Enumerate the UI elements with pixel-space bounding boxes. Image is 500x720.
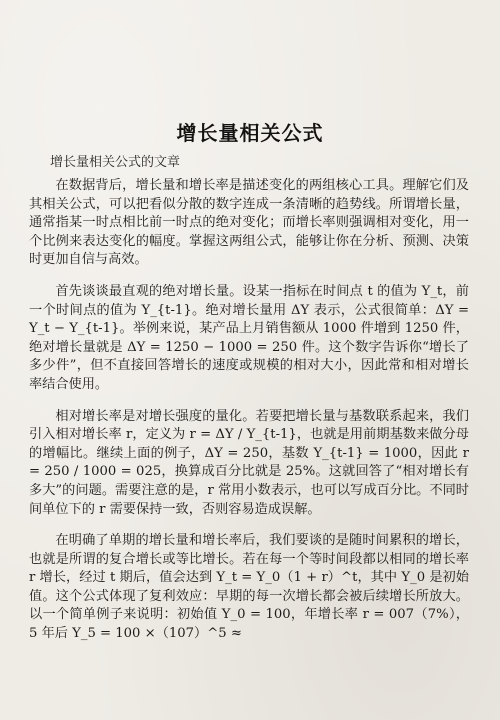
document-title: 增长量相关公式 (176, 121, 324, 145)
paragraph-1: 在数据背后，增长量和增长率是描述变化的两组核心工具。理解它们及其相关公式，可以把看似分散的数字连成一条清晰的趋势线。所谓增长量，通常指某一时点相比前一时点的绝对变化；而增长率则强调相对变化，用一个比例来表达变化的幅度。掌握这两组公式，能够让你在分析、预测、决策时更加自信与高效。 (29, 178, 469, 268)
paragraph-4: 在明确了单期的增长量和增长率后，我们要谈的是随时间累积的增长，也就是所谓的复合增长或等比增长。若在每一个等时间段都以相同的增长率 r 增长，经过 t 期后，值会达到 Y_t = Y_0（1 + r）^t，其中 Y_0 是初始值。这个公式体现了复利效应：早期的每一次增长都会被后续增长所放大。以一个简单例子来说明：初始值 Y_0 = 100，年增长率 r = 007（7%），5 年后 Y_5 = 100 ×（107）^5 ≈ (29, 533, 469, 642)
paragraph-3: 相对增长率是对增长强度的量化。若要把增长量与基数联系起来，我们引入相对增长率 r，定义为 r = ΔY / Y_{t-1}，也就是用前期基数来做分母的增幅比。继续上面的例子，ΔY = 250，基数 Y_{t-1} = 1000，因此 r = 250 / 1000 = 025，换算成百分比就是 25%。这就回答了“相对增长有多大”的问题。需要注意的是，r 常用小数表示，也可以写成百分比。不同时间单位下的 r 需要保持一致，否则容易造成误解。 (29, 408, 469, 517)
document-subtitle: 增长量相关公式的文章 (50, 155, 181, 170)
document-body (29, 177, 469, 644)
paragraph-2: 首先谈谈最直观的绝对增长量。设某一指标在时间点 t 的值为 Y_t，前一个时间点的值为 Y_{t-1}。绝对增长量用 ΔY 表示，公式很简单：ΔY = Y_t − Y_{t-1}。举例来说，某产品上月销售额从 1000 件增到 1250 件，绝对增长量就是 ΔY = 1250 − 1000 = 250 件。这个数字告诉你“增长了多少件”，但不直接回答增长的速度或规模的相对大小，因此常和相对增长率结合使用。 (29, 283, 469, 392)
